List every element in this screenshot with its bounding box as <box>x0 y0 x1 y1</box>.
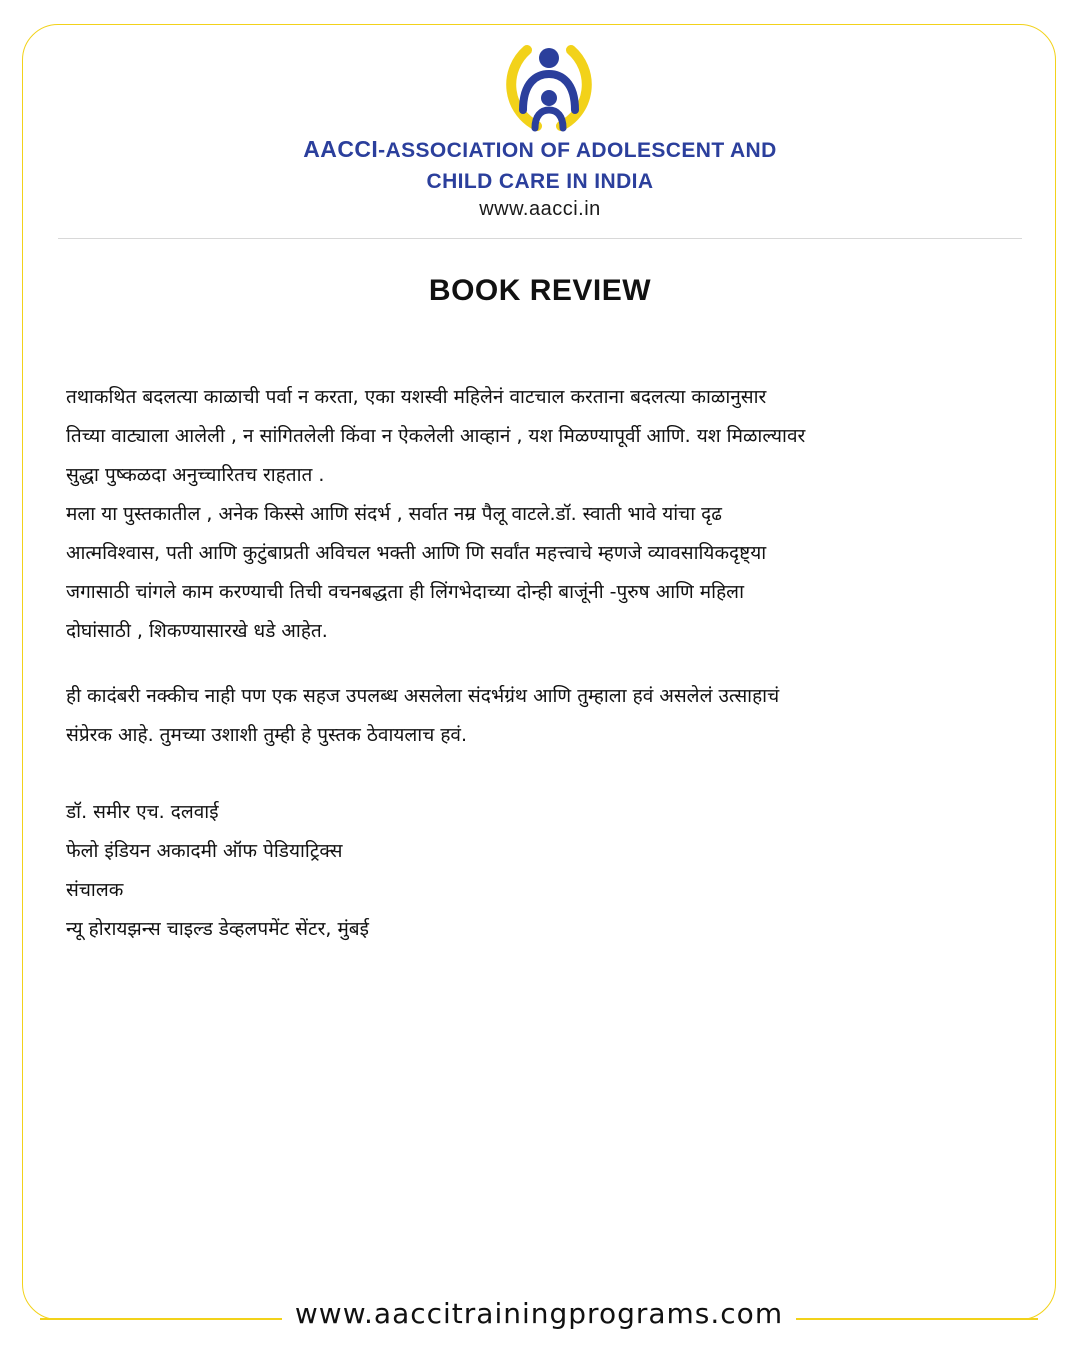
paragraph-line: सुद्धा पुष्कळदा अनुच्चारितच राहतात . <box>66 464 325 486</box>
paragraph-line: जगासाठी चांगले काम करण्याची तिची वचनबद्धता ही लिंगभेदाच्या दोन्ही बाजूंनी -पुरुष आणि महिला <box>66 581 744 603</box>
paragraph-line: दोघांसाठी , शिकण्यासारखे धडे आहेत. <box>66 620 328 642</box>
page-title: BOOK REVIEW <box>428 274 652 307</box>
reviewer-fellowship: फेलो इंडियन अकादमी ऑफ पेडियाट्रिक्स <box>66 840 343 862</box>
paragraph-line: मला या पुस्तकातील , अनेक किस्से आणि संदर्भ , सर्वात नम्र पैलू वाटले.डॉ. स्वाती भावे यांचा दृढ <box>66 503 722 525</box>
reviewer-role: संचालक <box>66 879 124 901</box>
review-paragraph-1 <box>66 378 1016 651</box>
review-paragraph-2 <box>66 677 1016 755</box>
footer-line-right <box>796 1318 1038 1320</box>
footer-line-left <box>40 1318 282 1320</box>
organization-name-line2: CHILD CARE IN INDIA <box>426 170 654 193</box>
footer-website[interactable]: www.aaccitrainingprograms.com <box>282 1294 796 1334</box>
reviewer-signature <box>66 793 1016 949</box>
paragraph-line: आत्मविश्वास, पती आणि कुटुंबाप्रती अविचल भक्ती आणि णि सर्वांत महत्त्वाचे म्हणजे व्यावसायिकदृष्ट्या <box>66 542 767 564</box>
organization-name <box>0 134 1080 197</box>
paragraph-line: तथाकथित बदलत्या काळाची पर्वा न करता, एका यशस्वी महिलेनं वाटचाल करताना बदलत्या काळानुसार <box>66 386 767 408</box>
family-figures-logo-icon <box>497 40 601 132</box>
reviewer-organization: न्यू होरायझन्स चाइल्ड डेव्हलपमेंट सेंटर, मुंबई <box>66 918 369 940</box>
organization-website[interactable]: www.aacci.in <box>479 198 601 220</box>
paragraph-line: संप्रेरक आहे. तुमच्या उशाशी तुम्ही हे पुस्तक ठेवायलाच हवं. <box>66 724 468 746</box>
organization-name-line1: -ASSOCIATION OF ADOLESCENT AND <box>378 139 777 162</box>
organization-brand: AACCI <box>303 136 379 162</box>
paragraph-line: ही कादंबरी नक्कीच नाही पण एक सहज उपलब्ध असलेला संदर्भग्रंथ आणि तुम्हाला हवं असलेलं उत्साहाचं <box>66 685 780 707</box>
reviewer-name: डॉ. समीर एच. दलवाई <box>66 801 219 823</box>
paragraph-line: तिच्या वाट्याला आलेली , न सांगितलेली किंवा न ऐकलेली आव्हानं , यश मिळण्यापूर्वी आणि. यश मिळाल्यावर <box>66 425 806 447</box>
header-divider <box>58 238 1022 239</box>
